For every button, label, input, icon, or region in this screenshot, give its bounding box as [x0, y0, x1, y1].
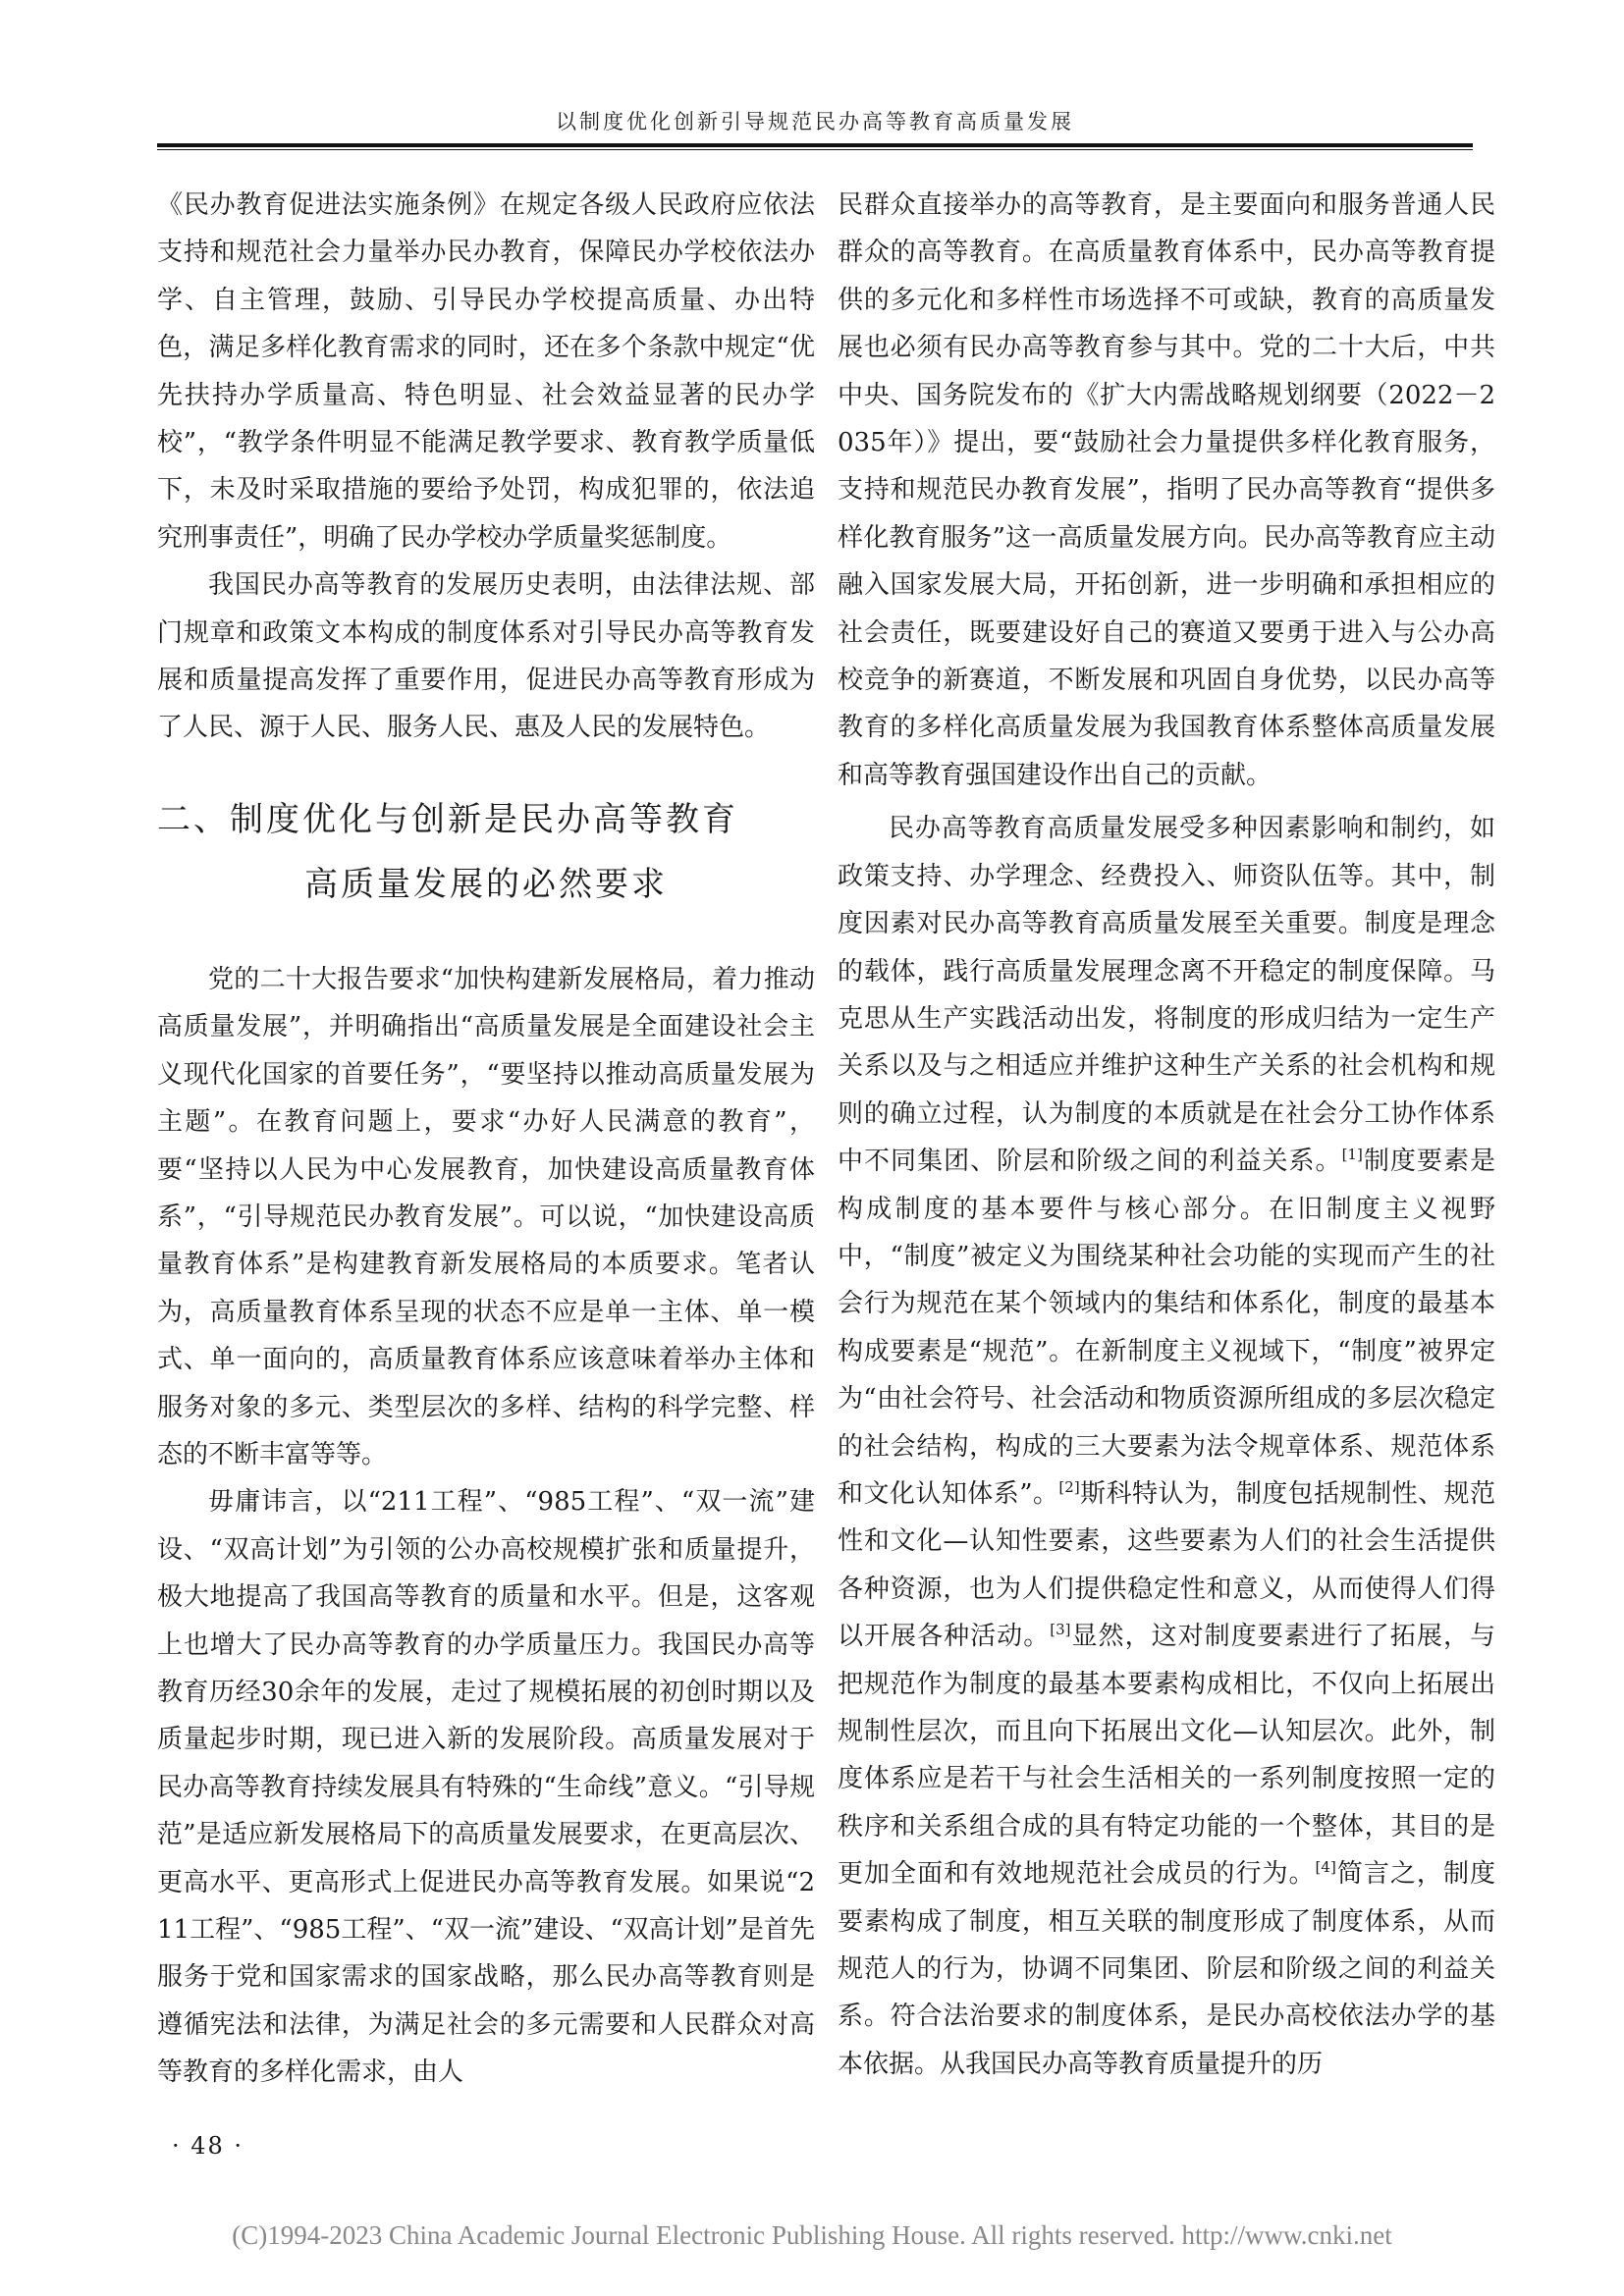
- paragraph: 毋庸讳言，以“211工程”、“985工程”、“双一流”建设、“双高计划”为引领的公办高校规模扩张和质量提升，极大地提高了我国高等教育的质量和水平。但是，这客观上也增大了民办高等教育的办学质量压力。我国民办高等教育历经30余年的发展，走过了规模拓展的初创时期以及质量起步时期，现已进入新的发展阶段。高质量发展对于民办高等教育持续发展具有特殊的“生命线”意义。“引导规范”是适应新发展格局下的高质量发展要求，在更高层次、更高水平、更高形式上促进民办高等教育发展。如果说“211工程”、“985工程”、“双一流”建设、“双高计划”是首先服务于党和国家需求的国家战略，那么民办高等教育则是遵循宪法和法律，为满足社会的多元需要和人民群众对高等教育的多样化需求，由人: [157, 1487, 815, 2088]
- text-run: 显然，这对制度要素进行了拓展，与把规范作为制度的最基本要素构成相比，不仅向上拓展出规制性层次，而且向下拓展出文化—认知层次。此外，制度体系应是若干与社会生活相关的一系列制度按照一定的秩序和关系组合成的具有特定功能的一个整体，其目的是更加全面和有效地规范社会成员的行为。: [838, 1622, 1495, 1890]
- text-run: 民办高等教育高质量发展受多种因素影响和制约，如政策支持、办学理念、经费投入、师资队伍等。其中，制度因素对民办高等教育高质量发展至关重要。制度是理念的载体，践行高质量发展理念离不开稳定的制度保障。马克思从生产实践活动出发，将制度的形成归结为一定生产关系以及与之相适应并维护这种生产关系的社会机构和规则的确立过程，认为制度的本质就是在社会分工协作体系中不同集团、阶层和阶级之间的利益关系。: [838, 814, 1495, 1177]
- section-heading: [157, 787, 815, 917]
- running-header: 以制度优化创新引导规范民办高等教育高质量发展: [556, 110, 1074, 133]
- citation-ref: [4]: [1315, 1858, 1336, 1877]
- citation-ref: [3]: [1050, 1621, 1071, 1639]
- paragraph: 我国民办高等教育的发展历史表明，由法律法规、部门规章和政策文本构成的制度体系对引导民办高等教育发展和质量提高发挥了重要作用，促进民办高等教育形成为了人民、源于人民、服务人民、惠及人民的发展特色。: [157, 570, 815, 743]
- text-run: 简言之，制度要素构成了制度，相互关联的制度形成了制度体系，从而规范人的行为，协调不同集团、阶层和阶级之间的利益关系。符合法治要求的制度体系，是民办高校依法办学的基本依据。从我国民办高等教育质量提升的历: [838, 1859, 1495, 2079]
- citation-ref: [2]: [1058, 1477, 1080, 1496]
- section-heading-line-1: 二、制度优化与创新是民办高等教育: [157, 799, 738, 839]
- page-number: · 48 ·: [172, 2132, 244, 2160]
- header-rule-thin: [157, 149, 1473, 150]
- header-rule-thick: [157, 143, 1473, 147]
- text-run: 制度要素是构成制度的基本要件与核心部分。在旧制度主义视野中，“制度”被定义为围绕某种社会功能的实现而产生的社会行为规范在某个领域内的集结和体系化，制度的最基本构成要素是“规范”。在新制度主义视域下，“制度”被界定为“由社会符号、社会活动和物质资源所组成的多层次稳定的社会结构，构成的三大要素为法令规章体系、规范体系和文化认知体系”。: [838, 1147, 1495, 1509]
- paragraph: 党的二十大报告要求“加快构建新发展格局，着力推动高质量发展”，并明确指出“高质量发展是全面建设社会主义现代化国家的首要任务”，“要坚持以推动高质量发展为主题”。在教育问题上，要求“办好人民满意的教育”，要“坚持以人民为中心发展教育，加快建设高质量教育体系”，“引导规范民办教育发展”。可以说，“加快建设高质量教育体系”是构建教育新发展格局的本质要求。笔者认为，高质量教育体系呈现的状态不应是单一主体、单一模式、单一面向的，高质量教育体系应该意味着举办主体和服务对象的多元、类型层次的多样、结构的科学完整、样态的不断丰富等等。: [157, 964, 815, 1469]
- citation-ref: [1]: [1341, 1146, 1363, 1164]
- text-run: 斯科特认为，制度包括规制性、规范性和文化—认知性要素，这些要素为人们的社会生活提供各种资源，也为人们提供稳定性和意义，从而使得人们得以开展各种活动。: [838, 1478, 1495, 1652]
- left-column: [157, 182, 815, 2097]
- right-column: [838, 182, 1495, 2088]
- paragraph: 民群众直接举办的高等教育，是主要面向和服务普通人民群众的高等教育。在高质量教育体系中，民办高等教育提供的多元化和多样性市场选择不可或缺，教育的高质量发展也必须有民办高等教育参与其中。党的二十大后，中共中央、国务院发布的《扩大内需战略规划纲要（2022－2035年）》提出，要“鼓励社会力量提供多样化教育服务，支持和规范民办教育发展”，指明了民办高等教育“提供多样化教育服务”这一高质量发展方向。民办高等教育应主动融入国家发展大局，开拓创新，进一步明确和承担相应的社会责任，既要建设好自己的赛道又要勇于进入与公办高校竞争的新赛道，不断发展和巩固自身优势，以民办高等教育的多样化高质量发展为我国教育体系整体高质量发展和高等教育强国建设作出自己的贡献。: [838, 190, 1495, 790]
- paragraph: [838, 805, 1495, 2088]
- paragraph: 《民办教育促进法实施条例》在规定各级人民政府应依法支持和规范社会力量举办民办教育，保障民办学校依法办学、自主管理，鼓励、引导民办学校提高质量、办出特色，满足多样化教育需求的同时，还在多个条款中规定“优先扶持办学质量高、特色明显、社会效益显著的民办学校”，“教学条件明显不能满足教学要求、教育教学质量低下，未及时采取措施的要给予处罚，构成犯罪的，依法追究刑事责任”，明确了民办学校办学质量奖惩制度。: [157, 190, 815, 553]
- copyright-notice: (C)1994-2023 China Academic Journal Electronic Publishing House. All rights reserved. http://www.cnki.net: [232, 2220, 1392, 2250]
- section-heading-line-2: 高质量发展的必然要求: [304, 864, 668, 904]
